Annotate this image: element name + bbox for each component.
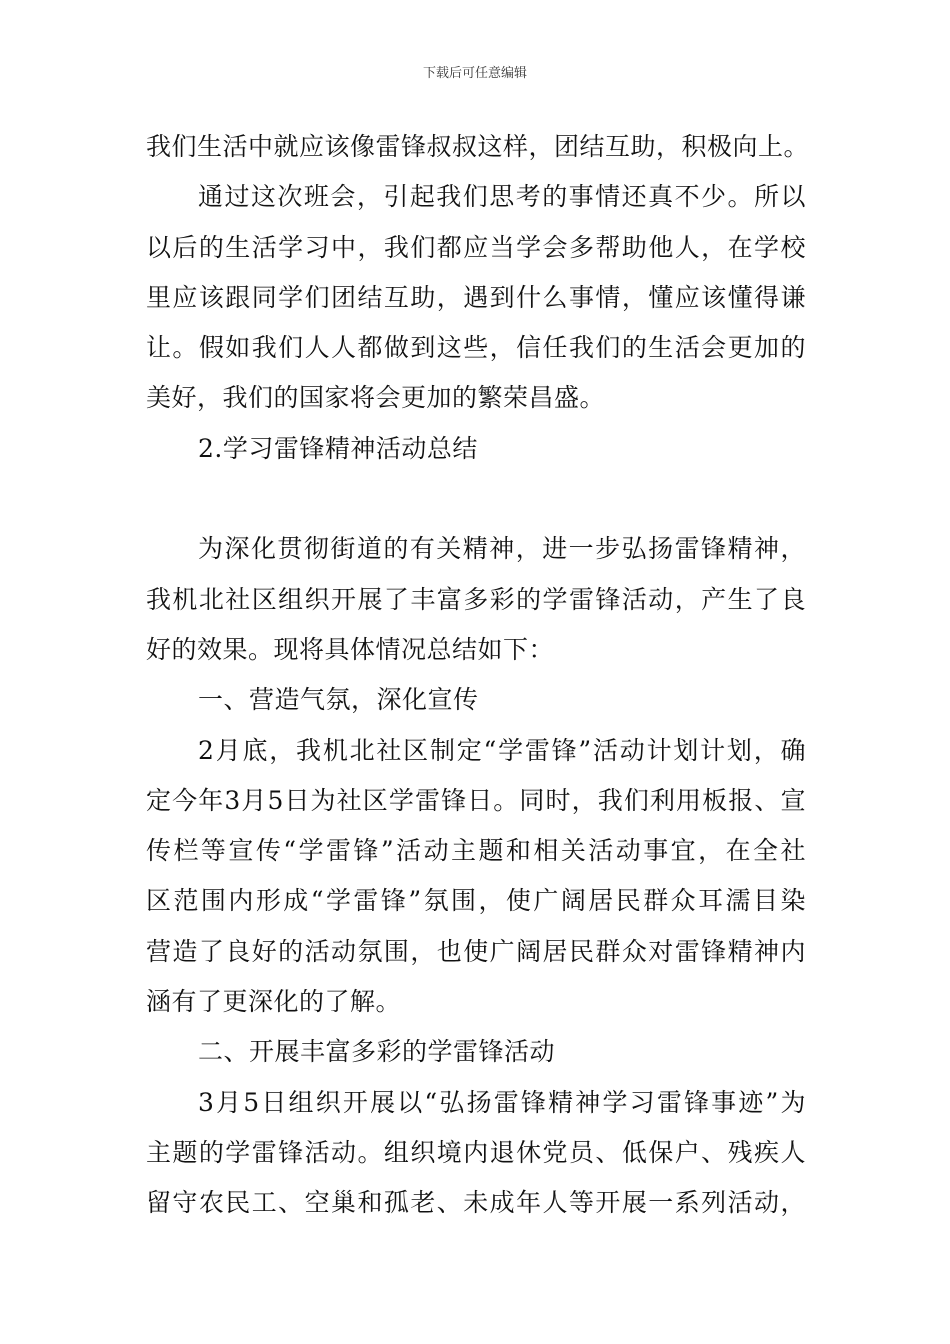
text-line: 通过这次班会，引起我们思考的事情还真不少。所以 [198, 182, 806, 212]
text-line: 2月底，我机北社区制定“学雷锋”活动计划计划，确 [198, 735, 806, 765]
text-line: 区范围内形成“学雷锋”氛围，使广阔居民群众耳濡目染 [146, 886, 806, 916]
text-line: 让。假如我们人人都做到这些，信任我们的生活会更加的 [146, 333, 806, 363]
document-body [146, 122, 810, 1229]
text-line: 涵有了更深化的了解。 [146, 987, 402, 1017]
text-line: 营造了良好的活动氛围，也使广阔居民群众对雷锋精神内 [146, 936, 806, 966]
text-line: 好的效果。现将具体情况总结如下： [146, 634, 555, 664]
text-line: 一、营造气氛，深化宣传 [198, 685, 479, 715]
text-line: 我们生活中就应该像雷锋叔叔这样，团结互助，积极向上。 [146, 132, 810, 161]
text-line: 传栏等宣传“学雷锋”活动主题和相关活动事宜，在全社 [146, 836, 806, 866]
text-line: 留守农民工、空巢和孤老、未成年人等开展一系列活动， [146, 1188, 806, 1218]
text-line: 为深化贯彻街道的有关精神，进一步弘扬雷锋精神， [198, 534, 806, 564]
text-line: 3月5日组织开展以“弘扬雷锋精神学习雷锋事迹”为 [198, 1087, 806, 1117]
text-line: 以后的生活学习中，我们都应当学会多帮助他人，在学校 [146, 232, 806, 262]
text-line: 美好，我们的国家将会更加的繁荣昌盛。 [146, 383, 606, 413]
page-header: 下载后可任意编辑 [422, 66, 527, 81]
text-line: 主题的学雷锋活动。组织境内退休党员、低保户、残疾人 [146, 1137, 806, 1167]
text-line: 2.学习雷锋精神活动总结 [198, 433, 478, 463]
text-line: 二、开展丰富多彩的学雷锋活动 [198, 1037, 556, 1067]
blank-line [146, 474, 806, 524]
text-line: 定今年3月5日为社区学雷锋日。同时，我们利用板报、宣 [146, 785, 806, 815]
text-line: 我机北社区组织开展了丰富多彩的学雷锋活动，产生了良 [146, 584, 806, 614]
text-line: 里应该跟同学们团结互助，遇到什么事情，懂应该懂得谦 [146, 282, 806, 312]
